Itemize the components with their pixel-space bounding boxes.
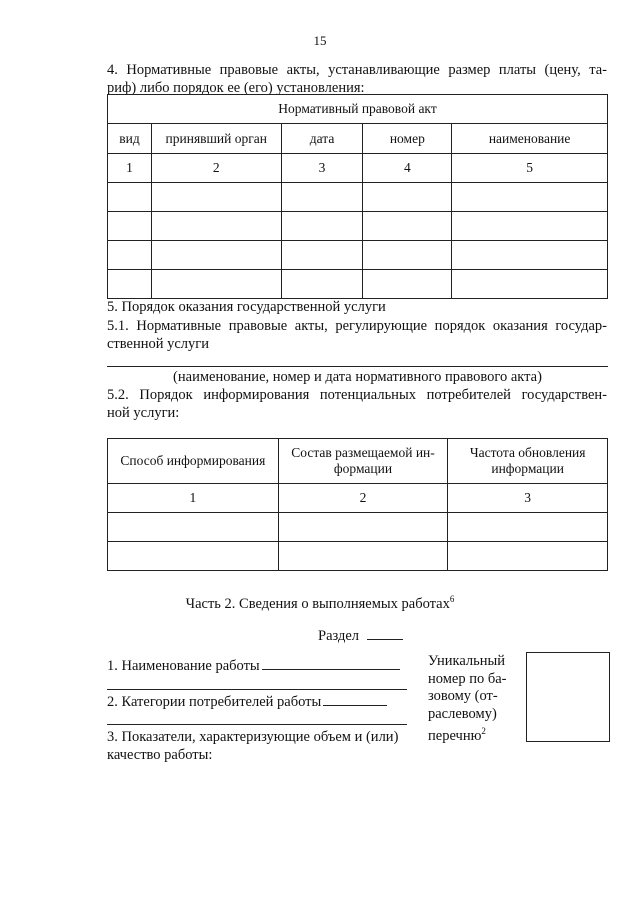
table-header-row <box>108 124 608 154</box>
legal-acts-table <box>107 94 608 299</box>
section4-heading-line2: риф) либо порядок ее (его) установления: <box>107 80 365 96</box>
section5-1-line1: 5.1. Нормативные правовые акты, регулирующие порядок оказания государ- <box>107 318 607 334</box>
table-header-row <box>108 439 608 484</box>
part2-title <box>0 590 640 613</box>
act-caption: (наименование, номер и дата нормативного правового акта) <box>173 369 542 385</box>
unique-number-line: Уникальный <box>428 653 506 669</box>
column-number: 5 <box>452 154 608 183</box>
table-cell <box>452 241 608 270</box>
section5-2-line2: ной услуги: <box>107 405 180 421</box>
table-row <box>108 183 608 212</box>
column-header: номер <box>363 124 452 154</box>
footnote-6: 6 <box>449 594 455 604</box>
unique-number-label <box>428 653 507 746</box>
table-cell <box>281 241 363 270</box>
section4-heading-line1: 4. Нормативные правовые акты, устанавливающие размер платы (цену, та- <box>107 62 607 78</box>
item1-continuation-line <box>107 689 407 690</box>
page-number: 15 <box>313 33 327 48</box>
table-row <box>108 241 608 270</box>
table-number-row <box>108 154 608 183</box>
column-header: Частота обновления информации <box>448 439 608 484</box>
section-label: Раздел <box>318 628 360 644</box>
unique-number-line: номер по ба- <box>428 670 507 687</box>
item1-row <box>107 657 400 675</box>
table-cell <box>108 212 152 241</box>
table-cell <box>278 513 448 542</box>
table-cell <box>108 542 279 571</box>
column-header: Способ информирования <box>108 439 279 484</box>
column-number: 2 <box>151 154 281 183</box>
column-header: принявший орган <box>151 124 281 154</box>
item2-label: 2. Категории потребителей работы <box>107 694 322 710</box>
table-cell <box>452 183 608 212</box>
table-row <box>108 513 608 542</box>
table-cell <box>108 183 152 212</box>
column-number: 1 <box>108 154 152 183</box>
table-cell <box>281 212 363 241</box>
table-number-row <box>108 484 608 513</box>
table-cell <box>363 241 452 270</box>
table-cell <box>452 270 608 299</box>
column-header: дата <box>281 124 363 154</box>
informing-table <box>107 438 608 571</box>
item1-label: 1. Наименование работы <box>107 658 260 674</box>
section5-1-line2: ственной услуги <box>107 336 210 352</box>
item2-continuation-line <box>107 724 407 725</box>
table-group-header: Нормативный правовой акт <box>108 95 608 124</box>
column-number: 1 <box>108 484 279 513</box>
table-row <box>108 270 608 299</box>
table-cell <box>448 542 608 571</box>
table-cell <box>452 212 608 241</box>
column-header: вид <box>108 124 152 154</box>
table-row <box>108 542 608 571</box>
unique-number-box <box>526 652 610 742</box>
column-header: Состав размещаемой ин- формации <box>278 439 448 484</box>
footnote-2: 2 <box>481 726 486 737</box>
table-group-header-row <box>108 95 608 124</box>
table-cell <box>151 270 281 299</box>
unique-number-line-last <box>428 723 507 745</box>
table-cell <box>108 270 152 299</box>
column-number: 3 <box>448 484 608 513</box>
item1-field <box>262 669 400 670</box>
unique-number-line: раслевому) <box>428 705 497 722</box>
item2-field <box>323 705 387 706</box>
section-number-field <box>367 639 403 640</box>
section5-2-line1: 5.2. Порядок информирования потенциальных потребителей государствен- <box>107 387 607 403</box>
table-cell <box>363 212 452 241</box>
section5-heading: 5. Порядок оказания государственной услуги <box>107 299 386 315</box>
table-row <box>108 212 608 241</box>
table-cell <box>151 212 281 241</box>
table-cell <box>281 183 363 212</box>
table-cell <box>363 270 452 299</box>
part2-title-text: Часть 2. Сведения о выполняемых работах <box>185 595 450 612</box>
section-label-row <box>318 627 403 645</box>
table-cell <box>278 542 448 571</box>
unique-number-line: зовому (от- <box>428 688 498 705</box>
table-cell <box>363 183 452 212</box>
column-number: 2 <box>278 484 448 513</box>
table-cell <box>281 270 363 299</box>
table-cell <box>151 183 281 212</box>
item3-line1: 3. Показатели, характеризующие объем и (или) <box>107 729 399 745</box>
item2-row <box>107 693 387 711</box>
column-number: 3 <box>281 154 363 183</box>
table-cell <box>108 241 152 270</box>
table-cell <box>448 513 608 542</box>
table-cell <box>151 241 281 270</box>
column-number: 4 <box>363 154 452 183</box>
table-cell <box>108 513 279 542</box>
item3-line2: качество работы: <box>107 747 213 763</box>
column-header: наименование <box>452 124 608 154</box>
unique-number-text: перечню <box>428 728 482 745</box>
act-fill-line <box>107 366 608 367</box>
